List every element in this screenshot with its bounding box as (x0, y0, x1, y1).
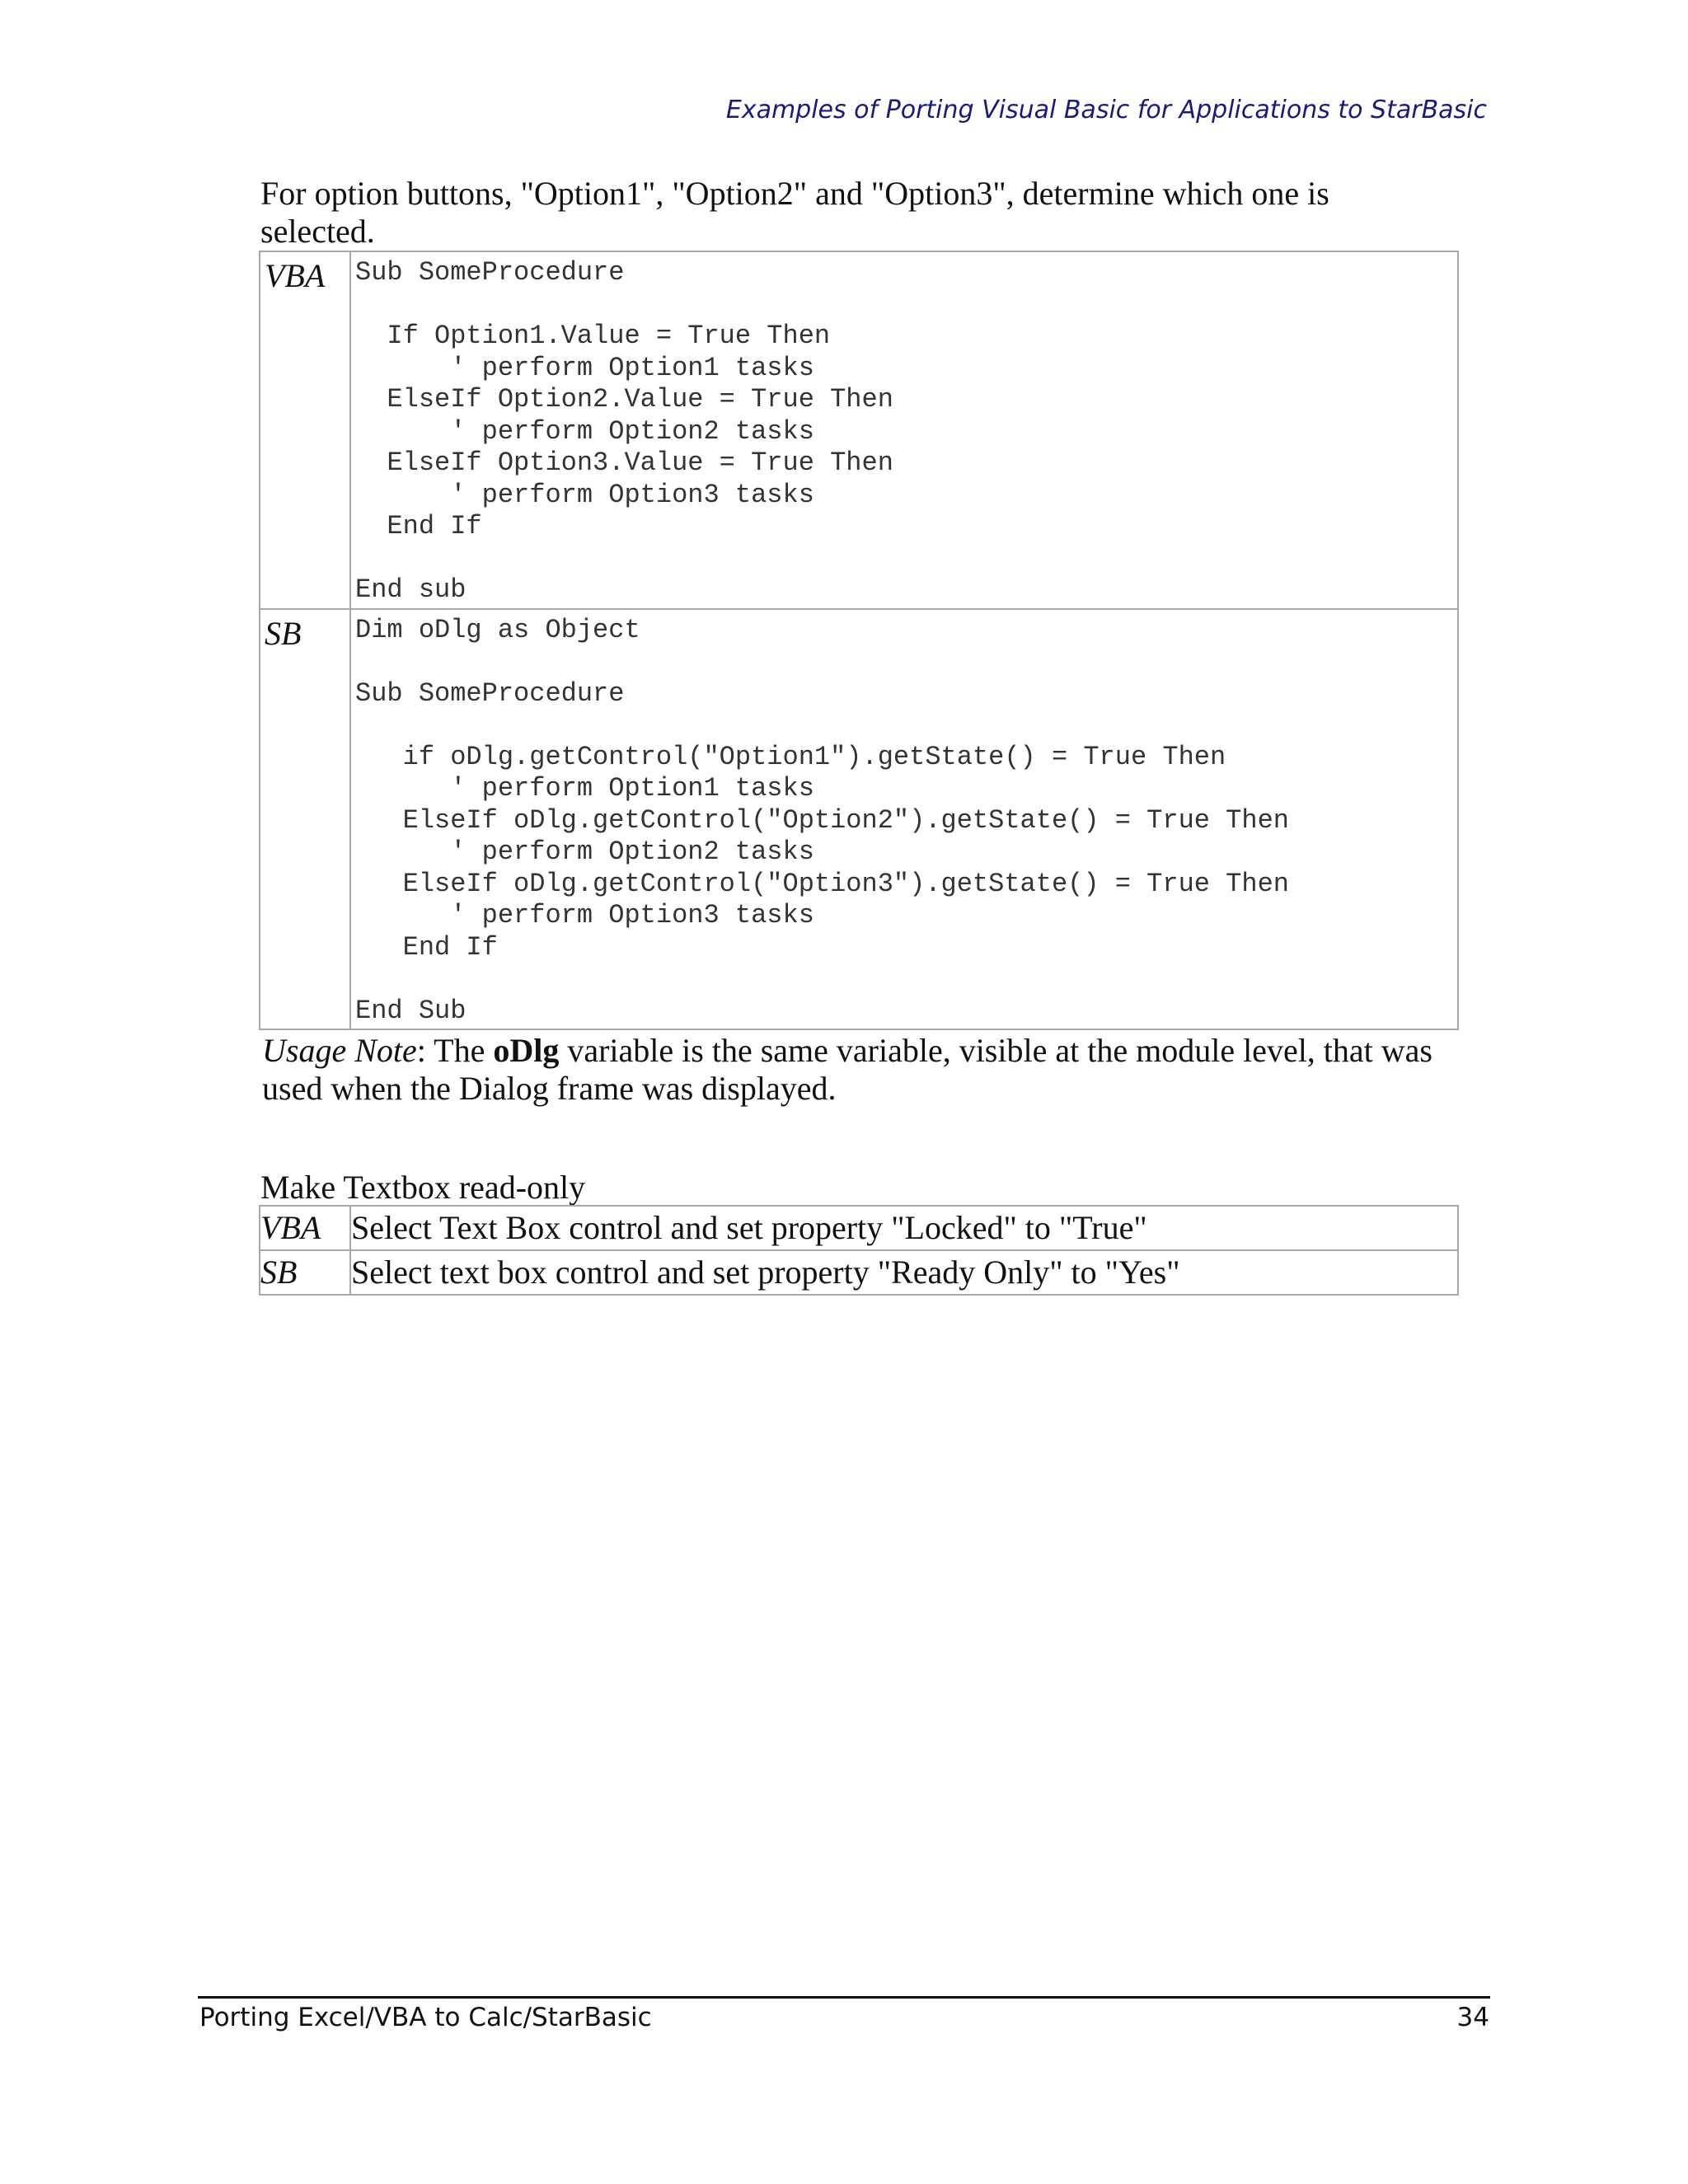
code-cell (350, 251, 1458, 609)
language-cell (260, 251, 350, 609)
page-number: 34 (1456, 2003, 1489, 2032)
language-label-sb: SB (265, 614, 302, 652)
table-row (260, 1250, 1458, 1295)
usage-note-colon: : The (416, 1032, 494, 1069)
code-cell (350, 609, 1458, 1030)
table-row (260, 1206, 1458, 1250)
section-heading: Make Textbox read-only (260, 1169, 586, 1206)
sb-code-block: Dim oDlg as Object Sub SomeProcedure if oDlg.getControl("Option1").getState() = True Then ' perform Option1 tasks ElseIf oDlg.getControl("Option2").getState() = True Then ' perform Option2 tasks ElseIf oDlg.getControl("Option3").getState() = True Then ' perform Option3 tasks End If End Sub (355, 614, 1289, 1026)
running-header: Examples of Porting Visual Basic for Applications to StarBasic (725, 96, 1487, 124)
instruction-text: Select Text Box control and set property "Locked" to "True" (350, 1206, 1458, 1250)
usage-note-text: variable is the same variable, visible at the module level, that was used when the Dialog frame was displayed. (262, 1032, 1432, 1107)
footer-title: Porting Excel/VBA to Calc/StarBasic (199, 2003, 652, 2032)
usage-note-label: Usage Note (262, 1032, 417, 1069)
code-comparison-table (259, 251, 1459, 1030)
instruction-text: Select text box control and set property "Ready Only" to "Yes" (350, 1250, 1458, 1295)
footer-divider (198, 1996, 1490, 1999)
language-cell (260, 609, 350, 1030)
intro-paragraph: For option buttons, "Option1", "Option2" and "Option3", determine which one is selected. (260, 175, 1329, 250)
language-label-vba: VBA (265, 257, 326, 294)
readonly-comparison-table (259, 1205, 1459, 1296)
language-label-vba: VBA (260, 1206, 350, 1250)
table-row (260, 609, 1458, 1030)
usage-note-variable: oDlg (493, 1032, 560, 1069)
vba-code-block: Sub SomeProcedure If Option1.Value = True Then ' perform Option1 tasks ElseIf Option2.Value = True Then ' perform Option2 tasks ElseIf Option3.Value = True Then ' perform Option3 tasks End If End sub (355, 257, 893, 605)
language-label-sb: SB (260, 1250, 350, 1295)
table-row (260, 251, 1458, 609)
usage-note (262, 1032, 1432, 1108)
